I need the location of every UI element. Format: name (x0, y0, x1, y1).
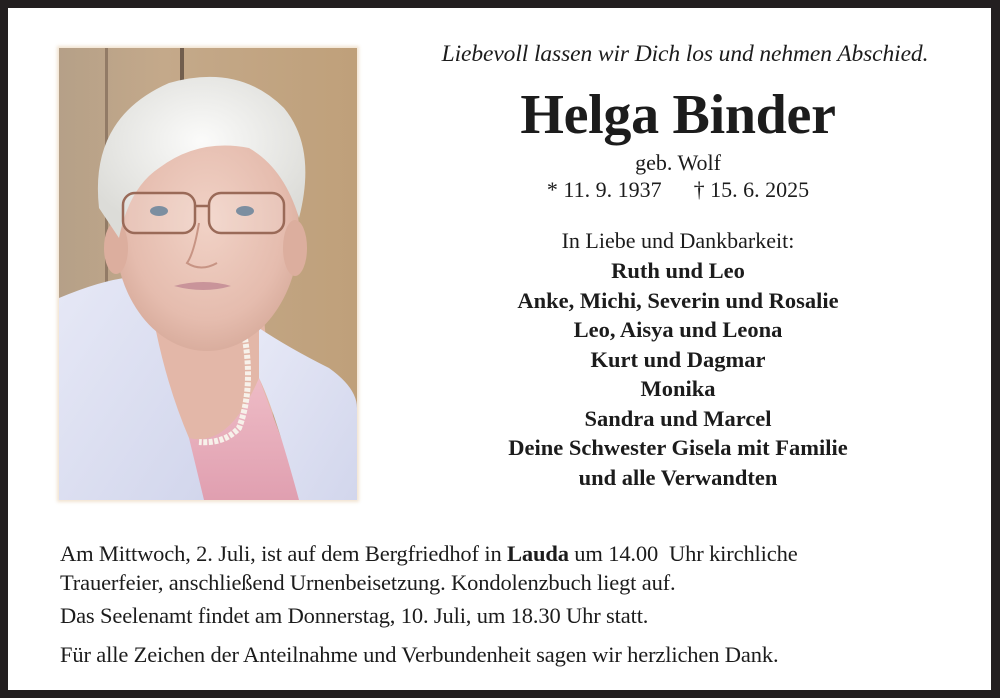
service-text-post: um 14.00 Uhr kirchliche (568, 541, 798, 566)
mourner-item: Anke, Michi, Severin und Rosalie (517, 287, 839, 313)
deceased-name: Helga Binder (520, 84, 836, 146)
service-line-2: Trauerfeier, anschließend Urnenbeisetzung. Kondolenzbuch liegt auf. (60, 570, 676, 595)
thanks-intro: In Liebe und Dankbarkeit: (561, 228, 795, 253)
mourner-item: Deine Schwester Gisela mit Familie (508, 435, 848, 460)
mourner-item: Leo, Aisya und Leona (573, 317, 783, 342)
requiem-text: Das Seelenamt findet am Donnerstag, 10. Juli, um 18.30 Uhr statt. (60, 603, 649, 628)
maiden-name: geb. Wolf (635, 150, 721, 175)
gratitude-text: Für alle Zeichen der Anteilnahme und Verbundenheit sagen wir herzlichen Dank. (60, 642, 779, 667)
death-date: † 15. 6. 2025 (693, 177, 810, 202)
birth-date: * 11. 9. 1937 (546, 177, 662, 202)
service-place: Lauda (507, 541, 569, 566)
service-line-1 (60, 539, 980, 568)
portrait-photo (59, 48, 357, 500)
portrait-icon (59, 48, 357, 500)
obituary-header (383, 38, 973, 492)
mourner-item: Sandra und Marcel (584, 405, 772, 431)
service-details (60, 539, 980, 669)
mourners-list (383, 256, 973, 492)
mourner-item: Ruth und Leo (611, 258, 745, 283)
mourner-item: Kurt und Dagmar (590, 346, 766, 372)
mourner-item: und alle Verwandten (578, 464, 778, 490)
motto-text: Liebevoll lassen wir Dich los und nehmen Abschied. (441, 41, 929, 67)
mourner-item: Monika (640, 376, 716, 401)
life-dates (383, 176, 973, 204)
service-text-pre: Am Mittwoch, 2. Juli, ist auf dem Bergfriedhof in (60, 541, 508, 566)
